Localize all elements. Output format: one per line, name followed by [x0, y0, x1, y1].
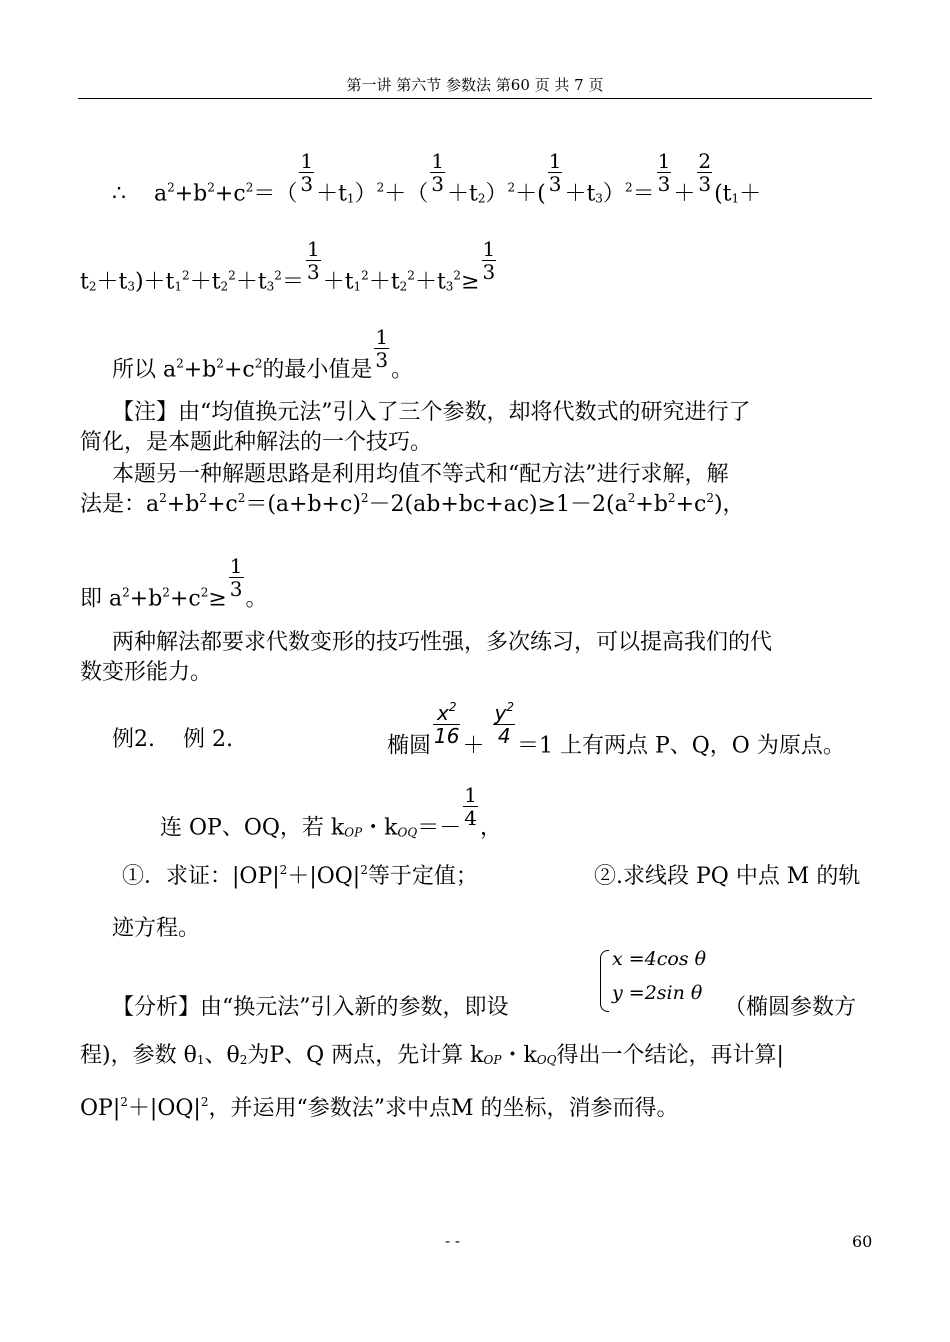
fraction-one-third: $\frac{1}{3}$: [300, 149, 314, 196]
connection-line: 连 OP、OQ，若 $k_{OP}$・$k_{OQ}=-$ $\frac{1}{4}$ ，: [160, 783, 502, 841]
footer-center: - -: [445, 1232, 460, 1250]
equation-line-2: $t_2+t_3)+t_1^2+t_2^2+t_3^2=$ $\frac{1}{3}$ $+t_1^2+t_2^2+t_3^2\ge$ $\frac{1}{3}$: [80, 237, 496, 295]
fraction-one-third: $\frac{1}{3}$: [375, 325, 389, 372]
fraction-one-third: $\frac{1}{3}$: [431, 149, 444, 196]
parametric-system: x =4cos θ y =2sin θ: [600, 946, 720, 1016]
fraction-one-third: $\frac{1}{3}$: [229, 554, 243, 601]
note-line-1: 【注】由“均值换元法”引入了三个参数，却将代数式的研究进行了: [112, 400, 751, 425]
fraction-one-fourth: $\frac{1}{4}$: [464, 783, 477, 830]
ellipse-statement: 椭圆 $\frac{x^2}{16}$ ＋ $\frac{y^2}{4}$ ＝1 上有两点 P、Q，O 为原点。: [387, 700, 845, 759]
note-line-4: 法是：$a^2+b^2+c^2=(a+b+c)^2-2(ab+bc+ac)\ge 1-2(a^2+b^2+c^2)$，: [80, 491, 745, 517]
analysis-line-3: $OP|^2+|OQ|^2$，并运用“参数法”求中点M 的坐标，消参而得。: [80, 1095, 679, 1121]
analysis-line-2: 程)，参数 $\theta_1$、$\theta_2$为P、Q 两点，先计算 $k_{OP}$・$k_{OQ}$得出一个结论，再计算|: [80, 1043, 784, 1068]
para2-line-1: 两种解法都要求代数变形的技巧性强，多次练习，可以提高我们的代: [112, 630, 773, 655]
example-line: [112, 724, 233, 756]
para2-line-2: 数变形能力。: [80, 660, 213, 685]
fraction-two-thirds: $\frac{2}{3}$: [698, 149, 712, 196]
note-line-5: 即 $a^2+b^2+c^2\ge$ $\frac{1}{3}$ 。: [80, 554, 268, 612]
fraction-x2-over-16: $\frac{x^2}{16}$: [434, 700, 460, 748]
task-2-cont: 迹方程。: [112, 916, 201, 941]
equation-line-1: ∴ $a^2+b^2+c^2=$（ $\frac{1}{3}$ $+t_1)^2+$（ $\frac{1}{3}$ $+t_2)^2+$( $\frac{1}{3}$ $+t_3)^2=$ $\frac{1}{3}$ ＋ $\frac{2}{3}$ ($t_1+$: [112, 149, 762, 207]
example-label-2: 例 2.: [182, 727, 233, 752]
note-line-2: 简化，是本题此种解法的一个技巧。: [80, 430, 433, 455]
conclusion-line: 所以 $a^2+b^2+c^2$的最小值是 $\frac{1}{3}$ 。: [112, 325, 414, 383]
fraction-one-third: $\frac{1}{3}$: [548, 149, 562, 196]
fraction-one-third: $\frac{1}{3}$: [482, 237, 496, 284]
fraction-y2-over-4: $\frac{y^2}{4}$: [494, 700, 514, 748]
example-label: 例2.: [112, 727, 155, 752]
page-header: 第一讲 第六节 参数法 第60 页 共 7 页: [78, 72, 872, 99]
task-2: ②.求线段 PQ 中点 M 的轨: [594, 864, 861, 889]
analysis-line-1a: 【分析】由“换元法”引入新的参数，即设: [112, 995, 509, 1020]
fraction-one-third: $\frac{1}{3}$: [306, 237, 320, 284]
note-line-3: 本题另一种解题思路是利用均值不等式和“配方法”进行求解，解: [112, 462, 729, 487]
page-number: 60: [852, 1232, 873, 1251]
analysis-line-1b: （椭圆参数方: [724, 995, 857, 1020]
left-brace: [600, 950, 609, 1012]
therefore-symbol: ∴: [112, 181, 126, 207]
task-1: ①．求证：$|OP|^2+|OQ|^2$等于定值；: [122, 863, 478, 889]
fraction-one-third: $\frac{1}{3}$: [657, 149, 671, 196]
